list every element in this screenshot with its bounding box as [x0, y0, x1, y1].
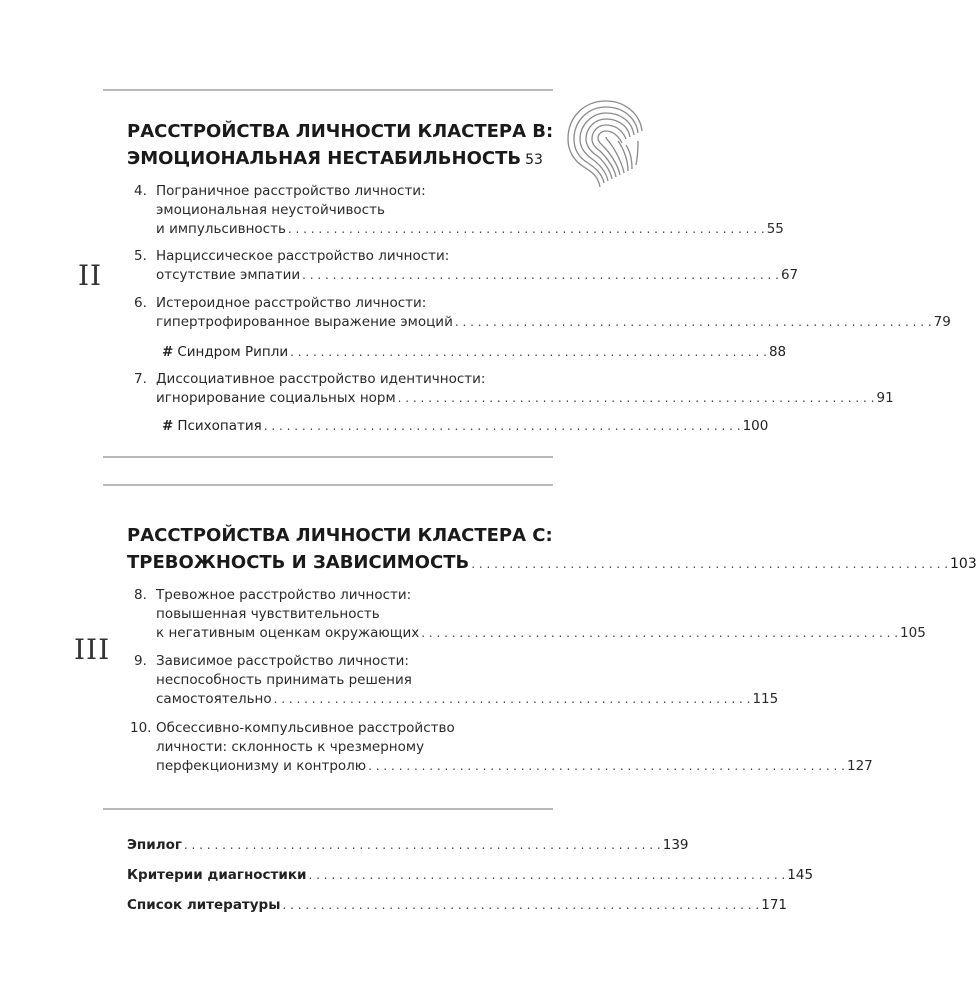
leader-dots	[421, 624, 898, 643]
section-rule	[103, 808, 553, 810]
entry-text: отсутствие эмпатии	[156, 267, 301, 283]
part-iii-title	[127, 522, 977, 578]
part-ii-title-line1: РАССТРОЙСТВА ЛИЧНОСТИ КЛАСТЕРА В:	[127, 121, 554, 142]
toc-epilogue[interactable]	[127, 836, 689, 855]
entry-text: Обсессивно-компульсивное расстройство	[156, 720, 455, 736]
entry-page: 55	[766, 221, 784, 237]
leader-dots	[290, 343, 767, 362]
entry-page: 115	[752, 691, 779, 707]
entry-text: эмоциональная неустойчивость	[156, 202, 385, 218]
entry-number: 9.	[134, 653, 147, 669]
entry-text: Тревожное расстройство личности:	[156, 587, 412, 603]
leader-dots	[398, 389, 875, 408]
entry-number: 7.	[134, 371, 147, 387]
entry-text: Диссоциативное расстройство идентичности:	[156, 371, 486, 387]
entry-text: Нарциссическое расстройство личности:	[156, 248, 450, 264]
entry-text: неспособность принимать решения	[156, 672, 412, 688]
toc-entry-5[interactable]	[134, 247, 799, 285]
back-matter-label: Эпилог	[127, 837, 182, 853]
toc-entry-7[interactable]	[134, 370, 894, 408]
entry-text: и импульсивность	[156, 221, 286, 237]
part-ii-title-page: 53	[525, 152, 543, 168]
toc-entry-9[interactable]	[134, 652, 779, 709]
entry-number: 10.	[130, 720, 152, 736]
part-ii-title-line2: ЭМОЦИОНАЛЬНАЯ НЕСТАБИЛЬНОСТЬ	[127, 148, 522, 169]
leader-dots	[184, 836, 661, 855]
entry-number: 4.	[134, 183, 147, 199]
entry-number: 5.	[134, 248, 147, 264]
entry-page: 127	[846, 758, 873, 774]
entry-text: личности: склонность к чрезмерному	[156, 739, 425, 755]
hash-icon: #	[162, 418, 174, 434]
toc-entry-4[interactable]	[134, 182, 784, 239]
toc-entry-10[interactable]	[130, 719, 873, 776]
entry-page: 105	[900, 625, 926, 641]
subentry-text: Синдром Рипли	[177, 344, 289, 360]
back-matter-page: 145	[787, 867, 814, 883]
top-rule	[103, 89, 553, 91]
toc-diagnostic-criteria[interactable]	[127, 866, 814, 885]
part-iii-roman: III	[74, 633, 111, 666]
toc-references[interactable]	[127, 896, 788, 915]
leader-dots	[302, 266, 779, 285]
back-matter-label: Критерии диагностики	[127, 867, 307, 883]
entry-number: 6.	[134, 295, 147, 311]
back-matter-label: Список литературы	[127, 897, 281, 913]
section-rule	[103, 456, 553, 458]
entry-number: 8.	[134, 587, 147, 603]
part-ii-title	[127, 118, 554, 174]
leader-dots	[282, 896, 759, 915]
part-ii-roman: II	[78, 259, 103, 292]
toc-subentry-psychopathy[interactable]	[162, 417, 769, 436]
entry-text: игнорирование социальных норм	[156, 390, 396, 406]
entry-page: 79	[933, 314, 951, 330]
entry-page: 91	[876, 390, 894, 406]
leader-dots	[308, 866, 785, 885]
entry-text: к негативным оценкам окружающих	[156, 625, 420, 641]
leader-dots	[455, 313, 932, 332]
subentry-page: 100	[742, 418, 769, 434]
hash-icon: #	[162, 344, 174, 360]
entry-text: гипертрофированное выражение эмоций	[156, 314, 453, 330]
subentry-text: Психопатия	[177, 418, 262, 434]
part-iii-title-page: 103	[950, 556, 977, 572]
back-matter-page: 171	[761, 897, 788, 913]
fingerprint-head-icon	[560, 95, 644, 190]
back-matter-page: 139	[662, 837, 689, 853]
part-iii-title-line1: РАССТРОЙСТВА ЛИЧНОСТИ КЛАСТЕРА С:	[127, 525, 553, 546]
leader-dots	[274, 690, 751, 709]
part-iii-title-line2: ТРЕВОЖНОСТЬ И ЗАВИСИМОСТЬ	[127, 552, 470, 573]
entry-text: повышенная чувствительность	[156, 606, 380, 622]
entry-text: Истероидное расстройство личности:	[156, 295, 427, 311]
entry-text: перфекционизму и контролю	[156, 758, 367, 774]
toc-subentry-ripley[interactable]	[162, 343, 787, 362]
section-rule	[103, 484, 553, 486]
subentry-page: 88	[768, 344, 787, 360]
leader-dots	[368, 757, 845, 776]
toc-entry-6[interactable]	[134, 294, 951, 332]
entry-page: 67	[780, 267, 799, 283]
leader-dots	[471, 551, 948, 578]
entry-text: самостоятельно	[156, 691, 272, 707]
leader-dots	[264, 417, 741, 436]
entry-text: Зависимое расстройство личности:	[156, 653, 409, 669]
toc-entry-8[interactable]	[134, 586, 926, 643]
entry-text: Пограничное расстройство личности:	[156, 183, 426, 199]
leader-dots	[288, 220, 765, 239]
